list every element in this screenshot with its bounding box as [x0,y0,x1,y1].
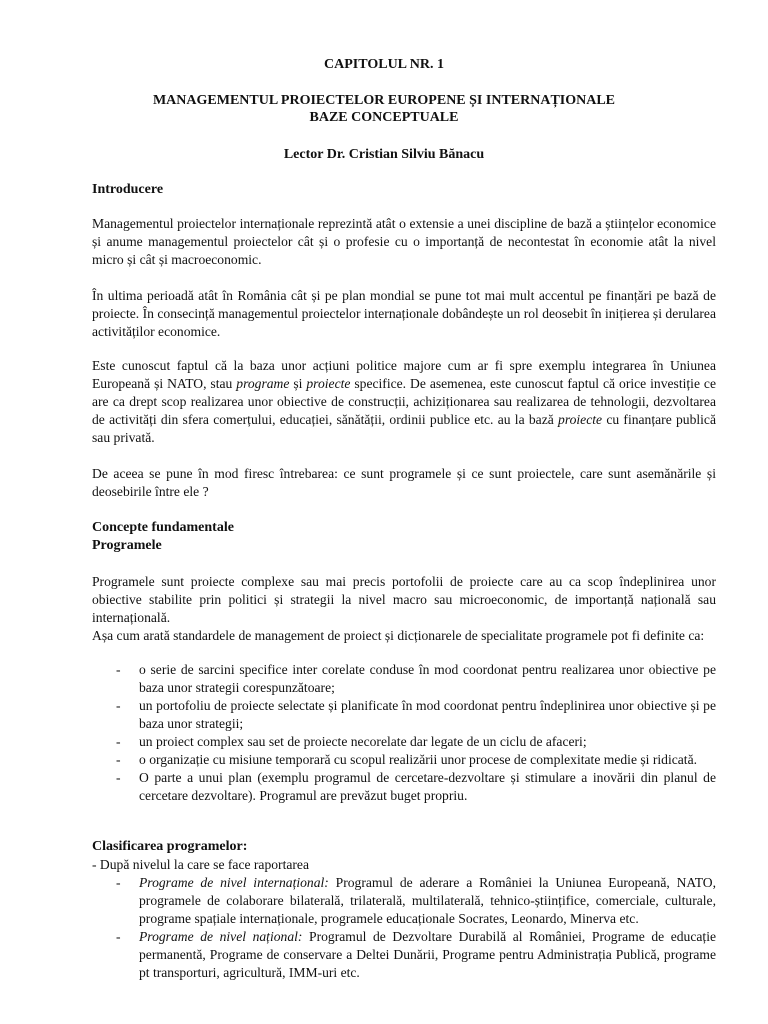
paragraph-3-part: specifice. De asemenea, este cunoscut faptul că orice investiție ce are ca drept scop realizarea unor obiective de construcții, achiziționarea sau realizarea de tehnologii, dezvoltarea de activități din sfera comerțului, educației, sănătății, ordinii publice etc. au la bază [92,376,716,427]
classification-list [92,874,716,982]
paragraph-3-part: și [289,376,307,391]
list-item-text: un proiect complex sau set de proiecte necorelate dar legate de un ciclu de afaceri; [139,734,587,749]
dash-bullet: - [116,698,121,713]
dash-bullet: - [116,929,121,944]
paragraph-3-italic: proiecte [558,412,603,427]
paragraph-3-italic: programe [236,376,290,391]
list-item-text: o serie de sarcini specifice inter corelate conduse în mod coordonat pentru realizarea unor obiective pe baza unor strategii corespunzătoare; [139,662,716,695]
list-item-text: un portofoliu de proiecte selectate și planificate în mod coordonat pentru îndeplinirea unor obiective și pe baza unor strategii; [139,698,716,731]
paragraph-1: Managementul proiectelor internaționale reprezintă atât o extensie a unei discipline de bază a științelor economice și anume managementul proiectelor cât și o profesie cu o importanță de necontestat în economie atât la nivel micro și cât și macroeconomic. [92,216,716,267]
paragraph-3-italic: proiecte [306,376,351,391]
dash-bullet: - [116,752,121,767]
definitions-list [92,661,716,805]
list-item [92,769,716,805]
paragraph-3-part: Este cunoscut faptul că la baza unor acțiuni politice majore cum ar fi spre exemplu integrarea în Uniunea Europeană și NATO, stau [92,358,716,391]
list-item [92,751,716,769]
list-item [92,733,716,751]
programs-heading: Programele [92,538,162,553]
list-item-text: Programul de aderare a României la Uniunea Europeană, NATO, programele de colaborare bilaterală, trilaterală, multilaterală, tehnico-științifice, comerciale, culturale, programe spațiale internaționale, programele educaționale Socrates, Leonardo, Minerva etc. [139,875,716,926]
list-item-text: Programul de Dezvoltare Durabilă al României, Programe de educație permanentă, Programe de conservare a Deltei Dunării, Programe pentru Administrația Publică, programe pt transporturi, agricultură, IMM-uri etc. [139,929,717,980]
dash-bullet: - [116,662,121,677]
class-label: Programe de nivel internațional: [139,875,329,890]
paragraph-3 [92,357,716,447]
author-line: Lector Dr. Cristian Silviu Bănacu [283,147,485,162]
chapter-label: CAPITOLUL NR. 1 [324,57,444,72]
intro-heading: Introducere [92,182,164,197]
list-item [92,661,716,697]
classification-subheading: - După nivelul la care se face raportarea [92,857,309,872]
dash-bullet: - [116,770,121,785]
class-label: Programe de nivel național: [139,929,303,944]
paragraph-5: Programele sunt proiecte complexe sau mai precis portofolii de proiecte care au ca scop îndeplinirea unor obiective stabilite prin politici și strategii la nivel macro sau microeconomic, de importanță națională sau internațională. [92,574,716,625]
list-item [92,697,716,733]
title-line-2: BAZE CONCEPTUALE [309,110,459,125]
list-item-text: o organizație cu misiune temporară cu scopul realizării unor procese de complexitate medie și ridicată. [139,752,698,767]
paragraph-2: În ultima perioadă atât în România cât și pe plan mondial se pune tot mai mult accentul pe finanțări pe bază de proiecte. În consecință managementul proiectelor internaționale dobândește un rol deosebit în inițierea și derularea activităților economice. [92,288,716,339]
list-item-text: O parte a unui plan (exemplu programul de cercetare-dezvoltare și stimulare a inovării din planul de cercetare dezvoltare). Programul are prevăzut buget propriu. [139,770,716,803]
classification-heading: Clasificarea programelor: [92,839,248,854]
paragraph-6: Așa cum arată standardele de management de proiect și dicționarele de specialitate programele pot fi definite ca: [92,628,705,643]
list-item [92,928,716,982]
concepts-heading: Concepte fundamentale [92,520,234,535]
paragraph-3-part: cu finanțare publică sau privată. [92,412,717,445]
title-line-1: MANAGEMENTUL PROIECTELOR EUROPENE ȘI INTERNAȚIONALE [152,93,616,108]
dash-bullet: - [116,875,121,890]
list-item [92,874,716,928]
dash-bullet: - [116,734,121,749]
paragraph-4: De aceea se pune în mod firesc întrebarea: ce sunt programele și ce sunt proiectele, care sunt asemănările și deosebirile între ele ? [92,466,716,499]
